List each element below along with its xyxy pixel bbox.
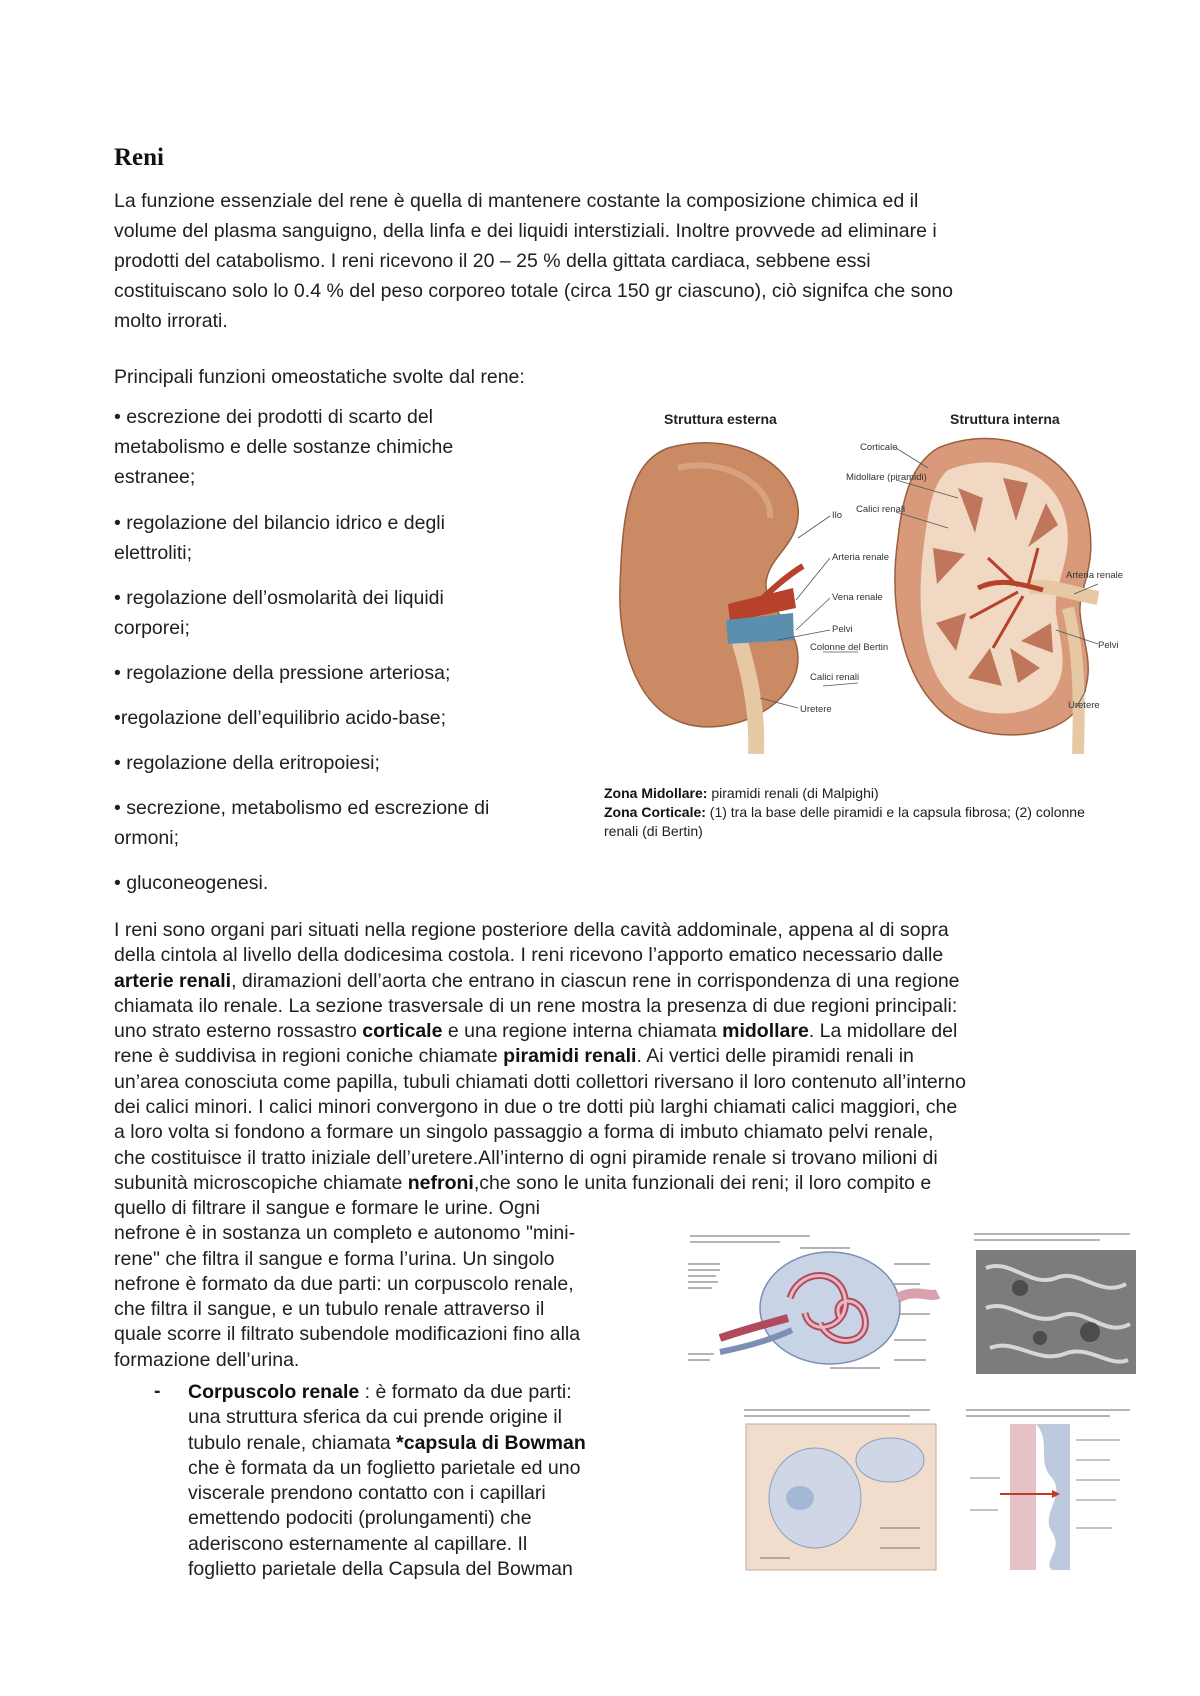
caption-bold: Zona Midollare: bbox=[604, 785, 708, 801]
text-line bbox=[114, 1044, 1124, 1069]
text-span: . La midollare del bbox=[808, 1020, 958, 1043]
text-span: e una regione interna chiamata bbox=[442, 1020, 723, 1043]
text-span: : è formato da due parti: bbox=[359, 1381, 572, 1403]
text-line: formazione dell’urina. bbox=[114, 1348, 300, 1371]
list-item-line: • escrezione dei prodotti di scarto del bbox=[114, 406, 433, 428]
text-span: uno strato esterno rossastro bbox=[114, 1020, 363, 1043]
figure-caption bbox=[604, 784, 1134, 841]
list-item-line: metabolismo e delle sostanze chimiche bbox=[114, 436, 454, 458]
page-title: Reni bbox=[114, 144, 164, 171]
term-nefroni: nefroni bbox=[407, 1171, 474, 1194]
term-midollare: midollare bbox=[722, 1020, 809, 1043]
text-line: La funzione essenziale del rene è quella di mantenere costante la composizione chimica ed il bbox=[114, 190, 919, 212]
list-item-line: • secrezione, metabolismo ed escrezione di bbox=[114, 797, 490, 819]
list-item-line: ormoni; bbox=[114, 827, 180, 849]
list-item bbox=[114, 583, 554, 643]
kidney-structure-figure bbox=[598, 408, 1124, 754]
text-span: subunità microscopiche chiamate bbox=[114, 1171, 408, 1194]
filtration-diagram bbox=[740, 1404, 940, 1574]
text-line: volume del plasma sanguigno, della linfa e dei liquidi interstiziali. Inoltre provvede ad eliminare i bbox=[114, 220, 937, 242]
text-span: ,che sono le unita funzionali dei reni; il loro compito e bbox=[473, 1171, 932, 1194]
caption-line bbox=[604, 803, 1134, 822]
list-item bbox=[114, 508, 554, 568]
text-span: . Ai vertici delle piramidi renali in bbox=[636, 1045, 914, 1068]
external-kidney-illustration bbox=[620, 443, 803, 754]
text-line: dei calici minori. I calici minori convergono in due o tre dotti più larghi chiamati calici maggiori, che bbox=[114, 1096, 958, 1119]
list-item-line: • regolazione dell’osmolarità dei liquidi bbox=[114, 587, 444, 609]
text-line: I reni sono organi pari situati nella regione posteriore della cavità addominale, appena al di sopra bbox=[114, 919, 949, 941]
text-line: foglietto parietale della Capsula del Bowman bbox=[188, 1558, 573, 1581]
term-capsula-bowman: *capsula di Bowman bbox=[396, 1431, 586, 1454]
text-line bbox=[188, 1431, 668, 1456]
text-line bbox=[114, 1019, 1124, 1044]
text-line: emettendo podociti (prolungamenti) che bbox=[188, 1507, 532, 1530]
label-arteria-renale-int: Arteria renale bbox=[1066, 570, 1124, 581]
list-item-line: estranee; bbox=[114, 466, 196, 488]
caption-line: renali (di Bertin) bbox=[604, 823, 703, 839]
label-uretere-ext: Uretere bbox=[800, 704, 832, 715]
text-line: chiamata ilo renale. La sezione trasversale di un rene mostra la presenza di due regioni principali: bbox=[114, 994, 958, 1017]
caption-text: piramidi renali (di Malpighi) bbox=[707, 785, 879, 801]
text-line: a loro volta si fondono a formare un singolo passaggio a forma di imbuto chiamato pelvi renale, bbox=[114, 1121, 934, 1144]
list-item-line: corporei; bbox=[114, 617, 190, 639]
list-item bbox=[114, 402, 554, 492]
term-piramidi-renali: piramidi renali bbox=[503, 1045, 637, 1068]
label-pelvi-ext: Pelvi bbox=[832, 624, 853, 635]
renal-corpuscle-figure bbox=[680, 1228, 1150, 1584]
list-item: • regolazione della pressione arteriosa; bbox=[114, 662, 451, 684]
corpuscolo-list-item bbox=[188, 1380, 668, 1582]
label-colonne-bertin: Colonne del Bertin bbox=[810, 642, 889, 653]
text-line: che è formata da un foglietto parietale ed uno bbox=[188, 1456, 581, 1479]
list-item bbox=[114, 793, 594, 853]
label-midollare: Midollare (piramidi) bbox=[846, 472, 927, 483]
text-line: della cintola al livello della dodicesima costola. I reni ricevono l’apporto ematico necessario dalle bbox=[114, 944, 944, 967]
term-arterie-renali: arterie renali bbox=[114, 969, 232, 992]
text-line: aderiscono esternamente al capillare. Il bbox=[188, 1532, 528, 1555]
term-corpuscolo-renale: Corpuscolo renale bbox=[188, 1381, 360, 1403]
list-item-line: elettroliti; bbox=[114, 542, 193, 564]
label-calici-renali-low: Calici renali bbox=[810, 672, 860, 683]
nephron-paragraph bbox=[114, 1196, 654, 1373]
label-ilo: Ilo bbox=[832, 510, 843, 521]
list-dash: - bbox=[154, 1380, 161, 1402]
text-line: molto irrorati. bbox=[114, 310, 228, 332]
text-line: una struttura sferica da cui prende origine il bbox=[188, 1406, 562, 1429]
text-line: prodotti del catabolismo. I reni ricevono il 20 – 25 % della gittata cardiaca, sebbene essi bbox=[114, 250, 871, 272]
label-vena-renale: Vena renale bbox=[832, 592, 883, 603]
text-line: nefrone è formato da due parti: un corpuscolo renale, bbox=[114, 1272, 574, 1295]
list-item: •regolazione dell’equilibrio acido-base; bbox=[114, 707, 447, 729]
list-item: • regolazione della eritropoiesi; bbox=[114, 752, 380, 774]
text-line: un’area conosciuta come papilla, tubuli chiamati dotti collettori riversano il loro contenuto all’interno bbox=[114, 1070, 966, 1093]
text-line: quello di filtrare il sangue e formare le urine. Ogni bbox=[114, 1197, 540, 1219]
body-paragraph bbox=[114, 918, 1124, 1196]
text-line bbox=[114, 969, 1124, 994]
text-line bbox=[188, 1380, 668, 1405]
electron-micrograph bbox=[970, 1228, 1140, 1378]
glomerulus-diagram bbox=[680, 1228, 940, 1378]
podocyte-membrane-diagram bbox=[962, 1404, 1142, 1574]
figure-label-external: Struttura esterna bbox=[664, 411, 777, 427]
intro-paragraph bbox=[114, 186, 1114, 336]
text-span: rene è suddivisa in regioni coniche chiamate bbox=[114, 1045, 504, 1068]
text-line bbox=[114, 1171, 1124, 1196]
text-line: quale scorre il filtrato subendole modificazioni fino alla bbox=[114, 1323, 581, 1346]
text-span: tubulo renale, chiamata bbox=[188, 1431, 397, 1454]
list-item: • gluconeogenesi. bbox=[114, 872, 269, 894]
functions-heading: Principali funzioni omeostatiche svolte dal rene: bbox=[114, 366, 525, 388]
label-pelvi-int: Pelvi bbox=[1098, 640, 1119, 651]
text-line: che costituisce il tratto iniziale dell’uretere.All’interno di ogni piramide renale si trovano milioni di bbox=[114, 1146, 938, 1169]
text-line: costituiscano solo lo 0.4 % del peso corporeo totale (circa 150 gr ciascuno), ciò signifca che sono bbox=[114, 280, 953, 302]
caption-bold: Zona Corticale: bbox=[604, 804, 706, 820]
text-line: nefrone è in sostanza un completo e autonomo "mini- bbox=[114, 1222, 576, 1245]
term-corticale: corticale bbox=[362, 1020, 443, 1043]
label-calici-renali-top: Calici renali bbox=[856, 504, 906, 515]
caption-line bbox=[604, 784, 1134, 803]
text-line: viscerale prendono contatto con i capillari bbox=[188, 1482, 546, 1505]
label-uretere-int: Uretere bbox=[1068, 700, 1100, 711]
text-line: rene" che filtra il sangue e forma l’urina. Un singolo bbox=[114, 1247, 555, 1270]
label-corticale: Corticale bbox=[860, 442, 898, 453]
text-line: che filtra il sangue, e un tubulo renale attraverso il bbox=[114, 1298, 545, 1321]
text-span: , diramazioni dell’aorta che entrano in ciascun rene in corrispondenza di una regione bbox=[231, 969, 960, 992]
list-item-line: • regolazione del bilancio idrico e degli bbox=[114, 512, 445, 534]
figure-label-internal: Struttura interna bbox=[950, 411, 1060, 427]
caption-text: (1) tra la base delle piramidi e la capsula fibrosa; (2) colonne bbox=[705, 804, 1085, 820]
label-arteria-renale-ext: Arteria renale bbox=[832, 552, 890, 563]
